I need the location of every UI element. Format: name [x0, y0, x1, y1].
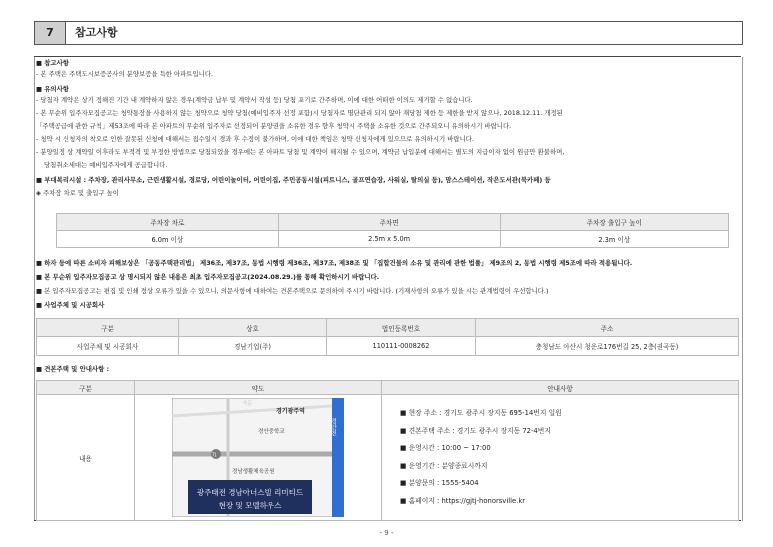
house-map-cell [135, 395, 382, 521]
caution-item: - 본 무순위 입주자모집공고는 청약통장을 사용하지 않는 청약으로 청약 당첨(예비입주자 선정 포함)시 당첨자로 명단관리 되지 않아 재당첨 제한 등 제한을 받지 않으나, 2018.12.11. 개정된 [36, 109, 563, 117]
info-item: ■ 운영시간 : 10:00 ~ 17:00 [400, 444, 491, 452]
parking-cell-lane: 6.0m 이상 [57, 231, 279, 248]
company-cell-regno: 110111-0008262 [327, 337, 476, 356]
caution-heading: ■ 유의사항 [36, 85, 69, 93]
page-number: - 9 - [379, 529, 394, 537]
site-banner-line1: 광주태전 경남아너스빌 리미티드 [196, 488, 304, 497]
facilities-line: ■ 부대복리시설 : 주차장, 관리사무소, 근린생활시설, 경로당, 어린이놀이터, 어린이집, 주민공동시설(피트니스, 골프연습장, 사워실, 탈의실 등), 맘스스테이션, 작은도서관(북카페) 등 [36, 176, 551, 184]
caution-item-cont: 당첨취소세대는 예비입주자에게 공급합니다. [44, 161, 168, 169]
site-banner-line2: 현장 및 모델하우스 [218, 501, 282, 510]
house-row-label: 내용 [37, 395, 135, 521]
river-band [329, 398, 344, 517]
parking-header-space: 주차면 [278, 214, 500, 231]
house-header-info: 안내사항 [382, 381, 739, 395]
info-item: ■ 분양문의 : 1555-5404 [400, 479, 479, 487]
map-label-river: 경안천 [329, 418, 337, 436]
map-label-school: 경안중학교 [258, 429, 285, 435]
company-cell-address: 충청남도 아산시 청운로176번길 25, 2층(권곡동) [476, 337, 739, 356]
map-label-park: 경남생활체육공원 [232, 469, 275, 475]
house-info-cell [382, 395, 739, 521]
defect-notice: ■ 하자 등에 따른 소비자 피해보상은 「공동주택관리법」 제36조, 제37조, 동법 시행령 제36조, 제37조, 제38조 및 「집합건물의 소유 및 관리에 관한 법률」 제9조의 2, 동법 시행령 제5조에 따라 적용됩니다. [36, 259, 633, 267]
parking-header-lane: 주차장 차로 [57, 214, 279, 231]
reference-item: - 본 주택은 주택도시보증공사의 분양보증을 득한 아파트입니다. [36, 70, 214, 78]
reference-heading: ■ 참고사항 [36, 59, 69, 67]
error-notice: ■ 본 입주자모집공고는 편집 및 인쇄 정상 오류가 있을 수 있으니, 의문사항에 대하여는 견본주택으로 문의하여 주시기 바랍니다. (기재사항의 오류가 있을 시는 관계법령이 우선합니다.) [36, 287, 549, 295]
parking-heading: ◈ 주차장 차로 및 출입구 높이 [36, 189, 119, 197]
company-cell-type: 사업주체 및 시공회사 [37, 337, 179, 356]
caution-item: - 당첨자 계약은 상기 정해진 기간 내 계약하지 않은 경우(계약금 납부 및 계약서 작성 등) 당첨 포기로 간주하며, 이에 대한 어떠한 이의도 제기할 수 없습니다. [36, 96, 473, 104]
company-heading: ■ 사업주체 및 시공회사 [36, 301, 105, 309]
company-header-type: 구분 [37, 319, 179, 337]
info-item: ■ 홈페이지 : https://gjtj-honorsville.kr [400, 496, 526, 505]
model-house-heading: ■ 견본주택 및 안내사항 : [36, 365, 110, 373]
section-header [34, 21, 743, 45]
parking-header-height: 주차장 출입구 높이 [500, 214, 729, 231]
section-number: 7 [35, 22, 66, 44]
parking-cell-height: 2.3m 이상 [500, 231, 729, 248]
company-header-regno: 법인등록번호 [327, 319, 476, 337]
caution-item: - 청약 시 신청자의 착오로 인한 잘못된 신청에 대해서는 접수일시 경과 후 수정이 불가하며, 이에 대한 책임은 청약 신청자에게 있으므로 유의하시기 바랍니다. [36, 135, 474, 143]
company-cell-name: 경남기업(주) [179, 337, 327, 356]
section-title: 참고사항 [75, 26, 118, 39]
map-label-dimmed: 가든 [242, 401, 253, 407]
info-list [400, 405, 738, 510]
map-label-tj: TJ [212, 453, 217, 458]
location-map [172, 398, 344, 517]
company-header-name: 상호 [179, 319, 327, 337]
house-header-type: 구분 [37, 381, 135, 395]
info-item: ■ 운영기간 : 분양종료시까지 [400, 461, 488, 470]
original-notice: ■ 본 무순위 입주자모집공고 상 명시되지 않은 내용은 최초 입주자모집공고(2024.08.29.)를 통해 확인하시기 바랍니다. [36, 273, 380, 281]
parking-table [56, 213, 729, 248]
info-item: ■ 현장 주소 : 경기도 광주시 장지동 695-14번지 일원 [400, 409, 562, 417]
company-header-address: 주소 [476, 319, 739, 337]
caution-item-cont: 「주택공급에 관한 규칙」제53조에 따라 본 아파트의 무순위 입주자로 선정되어 분양권을 소유한 경우 향후 청약시 주택을 소유한 것으로 간주되오니 유의하시기 바랍니다. [36, 122, 512, 130]
parking-cell-space: 2.5m x 5.0m [278, 231, 500, 248]
info-item: ■ 견본주택 주소 : 경기도 광주시 장지동 72-4번지 [400, 426, 551, 435]
caution-item: - 분양일정 상 계약일 이후라도 부적격 및 부정한 방법으로 당첨되었을 경우에는 본 아파트 당첨 및 계약이 해지될 수 있으며, 계약금 납입분에 대해서는 별도의 지급이자 없이 원금만 환불하며, [36, 148, 565, 156]
map-label-station: 경기광주역 [276, 408, 305, 415]
model-house-table [36, 380, 739, 521]
company-table [36, 318, 739, 356]
house-header-map: 약도 [135, 381, 382, 395]
